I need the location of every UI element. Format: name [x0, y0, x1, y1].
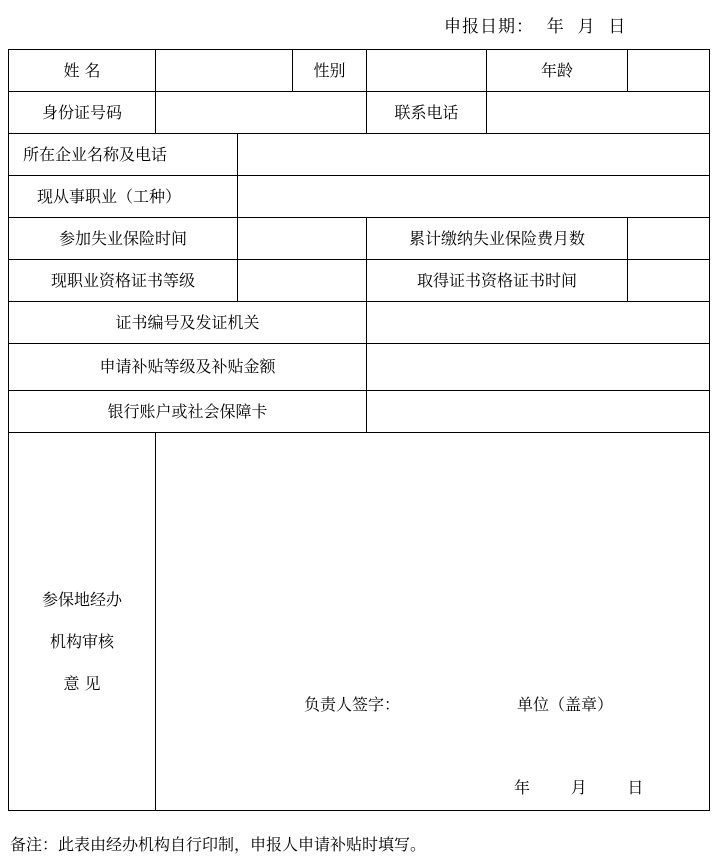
- cert-number-field[interactable]: [367, 302, 710, 344]
- company-field[interactable]: [238, 134, 710, 176]
- occupation-field[interactable]: [238, 176, 710, 218]
- insurance-months-field[interactable]: [628, 218, 710, 260]
- footer-note: 备注：此表由经办机构自行印制，申报人申请补贴时填写。: [10, 835, 427, 854]
- report-date: 申报日期： 年 月 日: [444, 17, 627, 37]
- insurance-months-label: 累计缴纳失业保险费月数: [367, 218, 628, 260]
- bank-field[interactable]: [367, 391, 710, 433]
- review-label-line3: 意 见: [63, 673, 101, 693]
- bank-label: 银行账户或社会保障卡: [9, 391, 367, 433]
- row-id-phone: [9, 92, 710, 134]
- cert-level-label: 现职业资格证书等级: [9, 260, 238, 302]
- review-opinion-area[interactable]: [156, 433, 710, 811]
- cert-time-field[interactable]: [628, 260, 710, 302]
- signature-label: 负责人签字：: [304, 695, 401, 714]
- review-label-line2: 机构审核: [49, 631, 114, 651]
- id-number-field[interactable]: [156, 92, 367, 134]
- name-label: 姓 名: [9, 50, 156, 92]
- gender-label: 性别: [293, 50, 367, 92]
- row-name-gender-age: [9, 50, 710, 92]
- cert-time-label: 取得证书资格证书时间: [367, 260, 628, 302]
- phone-field[interactable]: [487, 92, 710, 134]
- id-number-label: 身份证号码: [9, 92, 156, 134]
- subsidy-field[interactable]: [367, 344, 710, 391]
- insurance-time-field[interactable]: [238, 218, 367, 260]
- sign-date: 年 月 日: [514, 778, 644, 797]
- row-certificate-number: [9, 302, 710, 344]
- subsidy-application-form: [8, 49, 710, 811]
- row-certificate-level: [9, 260, 710, 302]
- age-field[interactable]: [628, 50, 710, 92]
- phone-label: 联系电话: [367, 92, 487, 134]
- review-label-line1: 参保地经办: [41, 589, 122, 609]
- row-occupation: [9, 176, 710, 218]
- row-bank: [9, 391, 710, 433]
- gender-field[interactable]: [367, 50, 487, 92]
- company-label: 所在企业名称及电话: [9, 134, 238, 176]
- occupation-label: 现从事职业（工种）: [9, 176, 238, 218]
- row-subsidy: [9, 344, 710, 391]
- row-review: [9, 433, 710, 811]
- review-label: [9, 433, 156, 811]
- cert-number-label: 证书编号及发证机关: [9, 302, 367, 344]
- insurance-time-label: 参加失业保险时间: [9, 218, 238, 260]
- subsidy-label: 申请补贴等级及补贴金额: [9, 344, 367, 391]
- age-label: 年龄: [487, 50, 628, 92]
- cert-level-field[interactable]: [238, 260, 367, 302]
- row-company: [9, 134, 710, 176]
- unit-stamp-label: 单位（盖章）: [517, 695, 614, 714]
- row-insurance: [9, 218, 710, 260]
- name-field[interactable]: [156, 50, 293, 92]
